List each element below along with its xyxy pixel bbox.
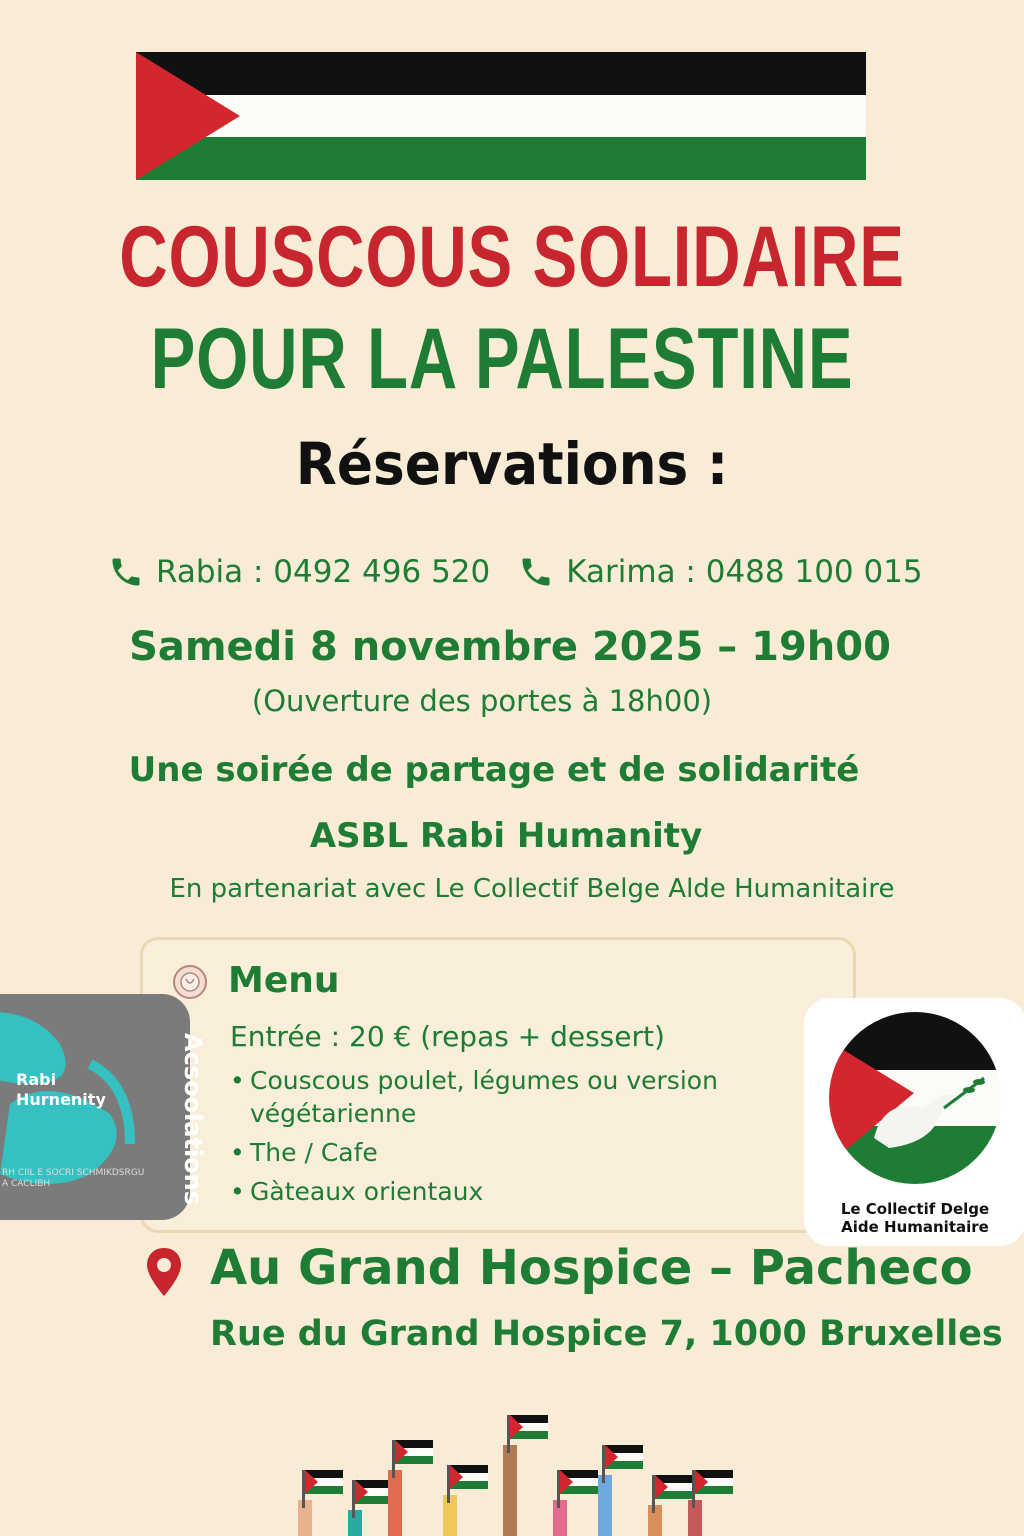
flag-hand [553,1470,598,1536]
menu-item: • The / Cafe [230,1136,770,1169]
logo-left-name: Rabi Hurnenity [16,1070,106,1109]
doors-open: (Ouverture des portes à 18h00) [251,684,713,718]
flag-hand [388,1440,433,1536]
contact-text: Karima : 0488 100 015 [566,554,923,590]
menu-title: Menu [228,960,340,1001]
menu-item: • Gàteaux orientaux [230,1175,770,1208]
flag-hand [443,1465,488,1536]
headline-line2: POUR LA PALESTINE [150,311,854,407]
logo-right-name: Le Collectif Delge Aide Humanitaire [840,1200,990,1236]
organizer: ASBL Rabi Humanity [309,816,703,856]
contact-karima[interactable] [518,554,922,590]
reservations-label: Réservations : [295,430,729,498]
plate-icon [172,964,208,1000]
event-date: Samedi 8 novembre 2025 – 19h00 [129,624,891,670]
event-tagline: Une soirée de partage et de solidarité [128,750,860,790]
phone-icon [108,554,144,590]
menu-item: • Couscous poulet, légumes ou version végétarienne [230,1064,770,1130]
palestine-flag [136,52,866,180]
venue-name: Au Grand Hospice – Pacheco [210,1240,973,1296]
dove-flag-icon [804,998,1024,1198]
contact-row [108,550,988,594]
flag-hand [688,1470,733,1536]
phone-icon [518,554,554,590]
menu-items [230,1064,770,1214]
logo-left-vertical-text: Acsoolations [179,1033,207,1206]
venue-address: Rue du Grand Hospice 7, 1000 Bruxelles [210,1314,1003,1354]
flag-hand [298,1470,343,1536]
raised-flags-illustration [280,1410,740,1536]
location-pin-icon [144,1246,184,1298]
flag-hand [598,1445,643,1536]
menu-entry-price: Entrée : 20 € (repas + dessert) [230,1020,665,1053]
logo-left-small-text: RH CIIL E SOCRI SCHMIKDSRGU A CACLIBH [2,1168,145,1189]
flag-hand [348,1480,393,1536]
contact-rabia[interactable] [108,554,490,590]
headline-line1: COUSCOUS SOLIDAIRE [119,209,905,305]
contact-text: Rabia : 0492 496 520 [156,554,491,590]
partner-line: En partenariat avec Le Collectif Belge Alde Humanitaire [169,874,895,904]
flag-hand [648,1475,693,1536]
flag-hand [503,1415,548,1536]
